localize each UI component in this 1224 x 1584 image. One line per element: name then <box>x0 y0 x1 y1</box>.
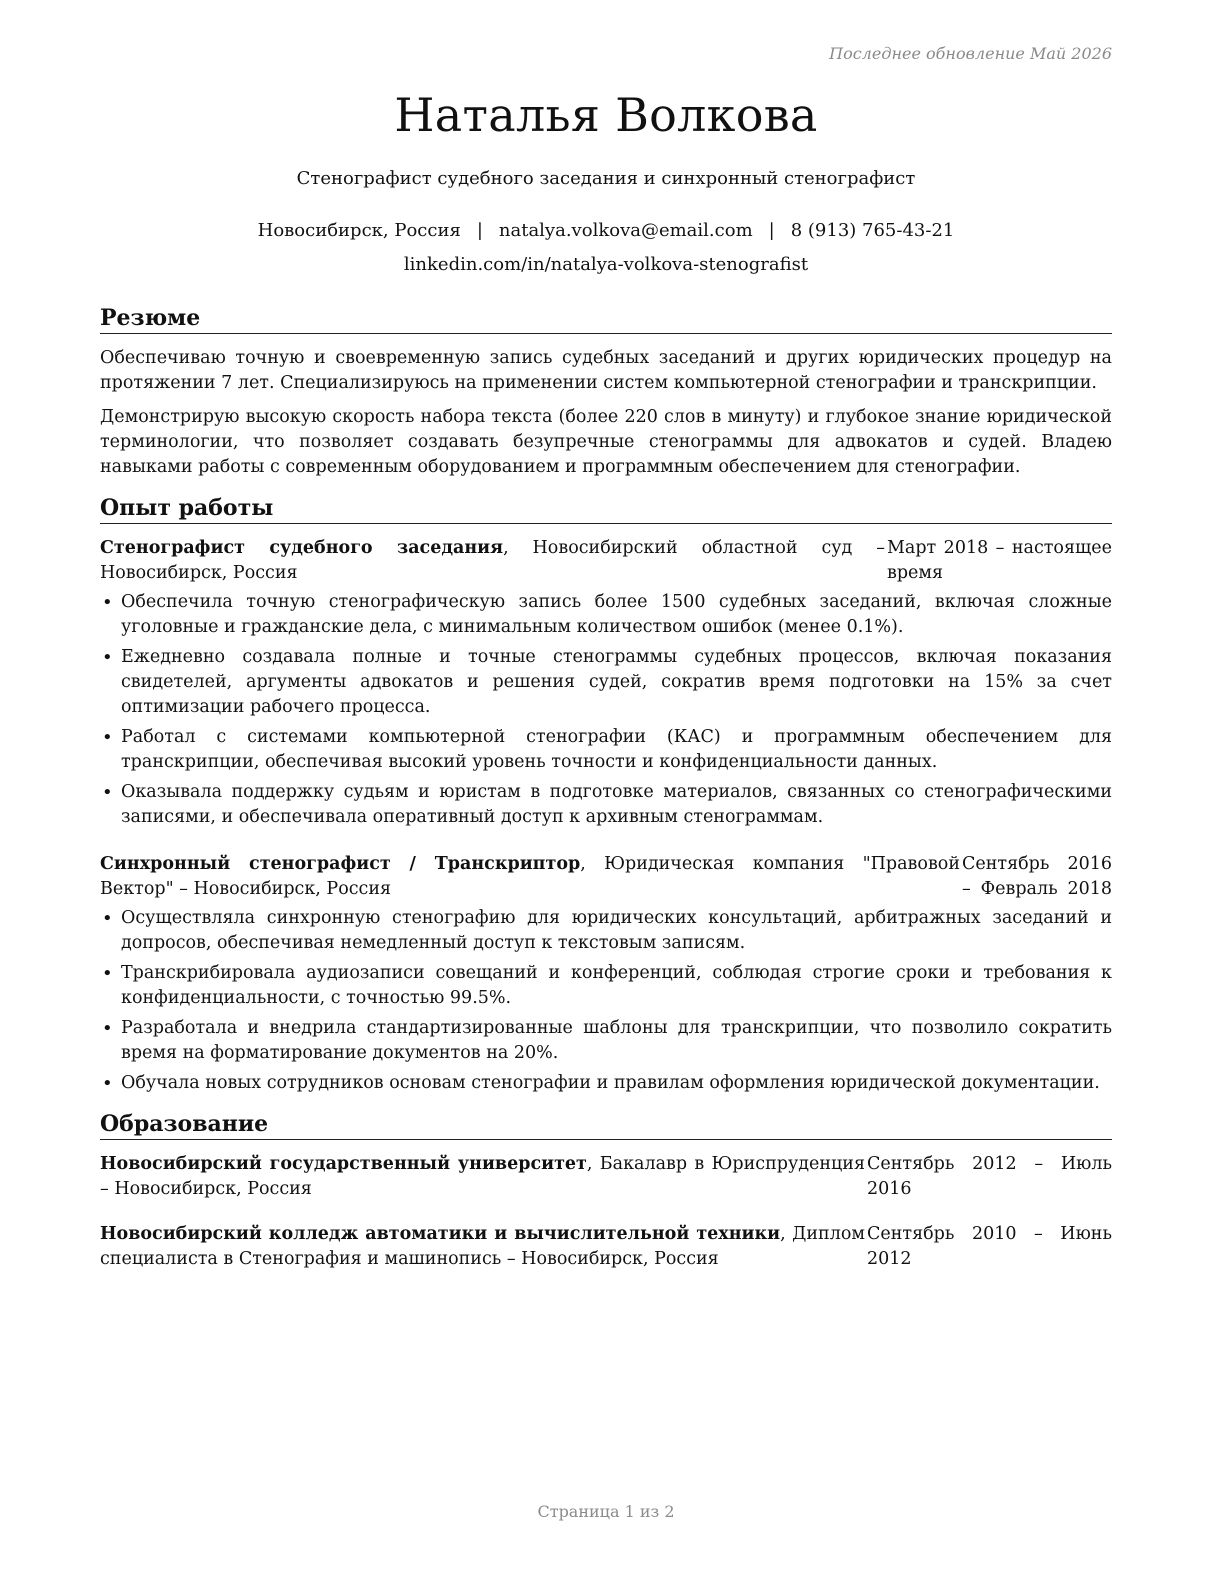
education-heading: Образование <box>100 1110 1112 1140</box>
location: Новосибирск, Россия <box>257 220 461 241</box>
list-item: • Транскрибировала аудиозаписи совещаний и конференций, соблюдая строгие сроки и требования к конфиденциальности, с точностью 99.5%. <box>100 961 1112 1011</box>
education-title-line <box>100 1222 865 1272</box>
experience-section <box>100 494 1112 1096</box>
resume-content <box>100 304 1112 1286</box>
page-number: Страница 1 из 2 <box>537 1502 675 1521</box>
resume-page <box>100 0 1112 1584</box>
degree-detail: , Бакалавр в Юриспруденция – Новосибирск, Россия <box>100 1154 865 1199</box>
job-dates: Март 2018 – настоящее время <box>887 538 1112 583</box>
job-bullets <box>100 590 1112 830</box>
job-entry <box>100 536 1112 586</box>
contact-line <box>100 220 1112 241</box>
school-name: Новосибирский государственный университет <box>100 1154 587 1174</box>
last-updated: Последнее обновление Май 2026 <box>829 44 1112 63</box>
job-title: Стенографист судебного заседания <box>100 538 504 558</box>
job-org: , Юридическая компания "Правовой Вектор" – Новосибирск, Россия <box>100 854 960 899</box>
job-title: Синхронный стенографист / Транскриптор <box>100 854 581 874</box>
job-entry <box>100 852 1112 902</box>
summary-heading: Резюме <box>100 304 1112 334</box>
summary-paragraph: Демонстрирую высокую скорость набора текста (более 220 слов в минуту) и глубокое знание юридической терминологии, что позволяет создавать безупречные стенограммы для адвокатов и судей. Владею навыками работы с современным оборудованием и программным обеспечением для стенографии. <box>100 407 1112 477</box>
experience-heading: Опыт работы <box>100 494 1112 524</box>
list-item: • Обучала новых сотрудников основам стенографии и правилам оформления юридической документации. <box>100 1071 1112 1096</box>
list-item: • Оказывала поддержку судьям и юристам в подготовке материалов, связанных со стенографическими записями, и обеспечивала оперативный доступ к архивным стенограммам. <box>100 780 1112 830</box>
list-item: • Обеспечила точную стенографическую запись более 1500 судебных заседаний, включая сложные уголовные и гражданские дела, с минимальным количеством ошибок (менее 0.1%). <box>100 590 1112 640</box>
list-item: • Работал с системами компьютерной стенографии (КАС) и программным обеспечением для транскрипции, обеспечивая высокий уровень точности и конфиденциальности данных. <box>100 725 1112 775</box>
phone: 8 (913) 765-43-21 <box>790 220 955 241</box>
job-title-line <box>100 536 885 586</box>
summary-section <box>100 304 1112 480</box>
degree-detail: , Диплом специалиста в Стенография и машинопись – Новосибирск, Россия <box>100 1224 865 1269</box>
education-dates: Сентябрь 2010 – Июнь 2012 <box>867 1224 1112 1269</box>
job-subtitle: Стенографист судебного заседания и синхронный стенографист <box>296 168 916 189</box>
summary-paragraph: Обеспечиваю точную и своевременную запись судебных заседаний и других юридических процедур на протяжении 7 лет. Специализируюсь на применении систем компьютерной стенографии и транскрипции. <box>100 348 1112 393</box>
education-title-line <box>100 1152 865 1202</box>
list-item: • Ежедневно создавала полные и точные стенограммы судебных процессов, включая показания свидетелей, аргументы адвокатов и решения судей, сократив время подготовки на 15% за счет оптимизации рабочего процесса. <box>100 645 1112 720</box>
education-dates: Сентябрь 2012 – Июль 2016 <box>867 1154 1112 1199</box>
separator: | <box>768 220 775 241</box>
candidate-name: Наталья Волкова <box>394 88 818 142</box>
education-entry <box>100 1152 1112 1202</box>
email-link[interactable]: natalya.volkova@email.com <box>498 220 753 241</box>
job-org: , Новосибирский областной суд – Новосибирск, Россия <box>100 538 885 583</box>
school-name: Новосибирский колледж автоматики и вычислительной техники <box>100 1224 781 1244</box>
education-section <box>100 1110 1112 1272</box>
list-item: • Осуществляла синхронную стенографию для юридических консультаций, арбитражных заседаний и допросов, обеспечивая немедленный доступ к текстовым записям. <box>100 906 1112 956</box>
list-item: • Разработала и внедрила стандартизированные шаблоны для транскрипции, что позволило сократить время на форматирование документов на 20%. <box>100 1016 1112 1066</box>
linkedin-link[interactable]: linkedin.com/in/natalya-volkova-stenografist <box>403 254 809 275</box>
education-entry <box>100 1222 1112 1272</box>
job-dates: Сентябрь 2016 – Февраль 2018 <box>962 854 1112 899</box>
separator: | <box>476 220 483 241</box>
job-title-line <box>100 852 960 902</box>
job-bullets <box>100 906 1112 1096</box>
